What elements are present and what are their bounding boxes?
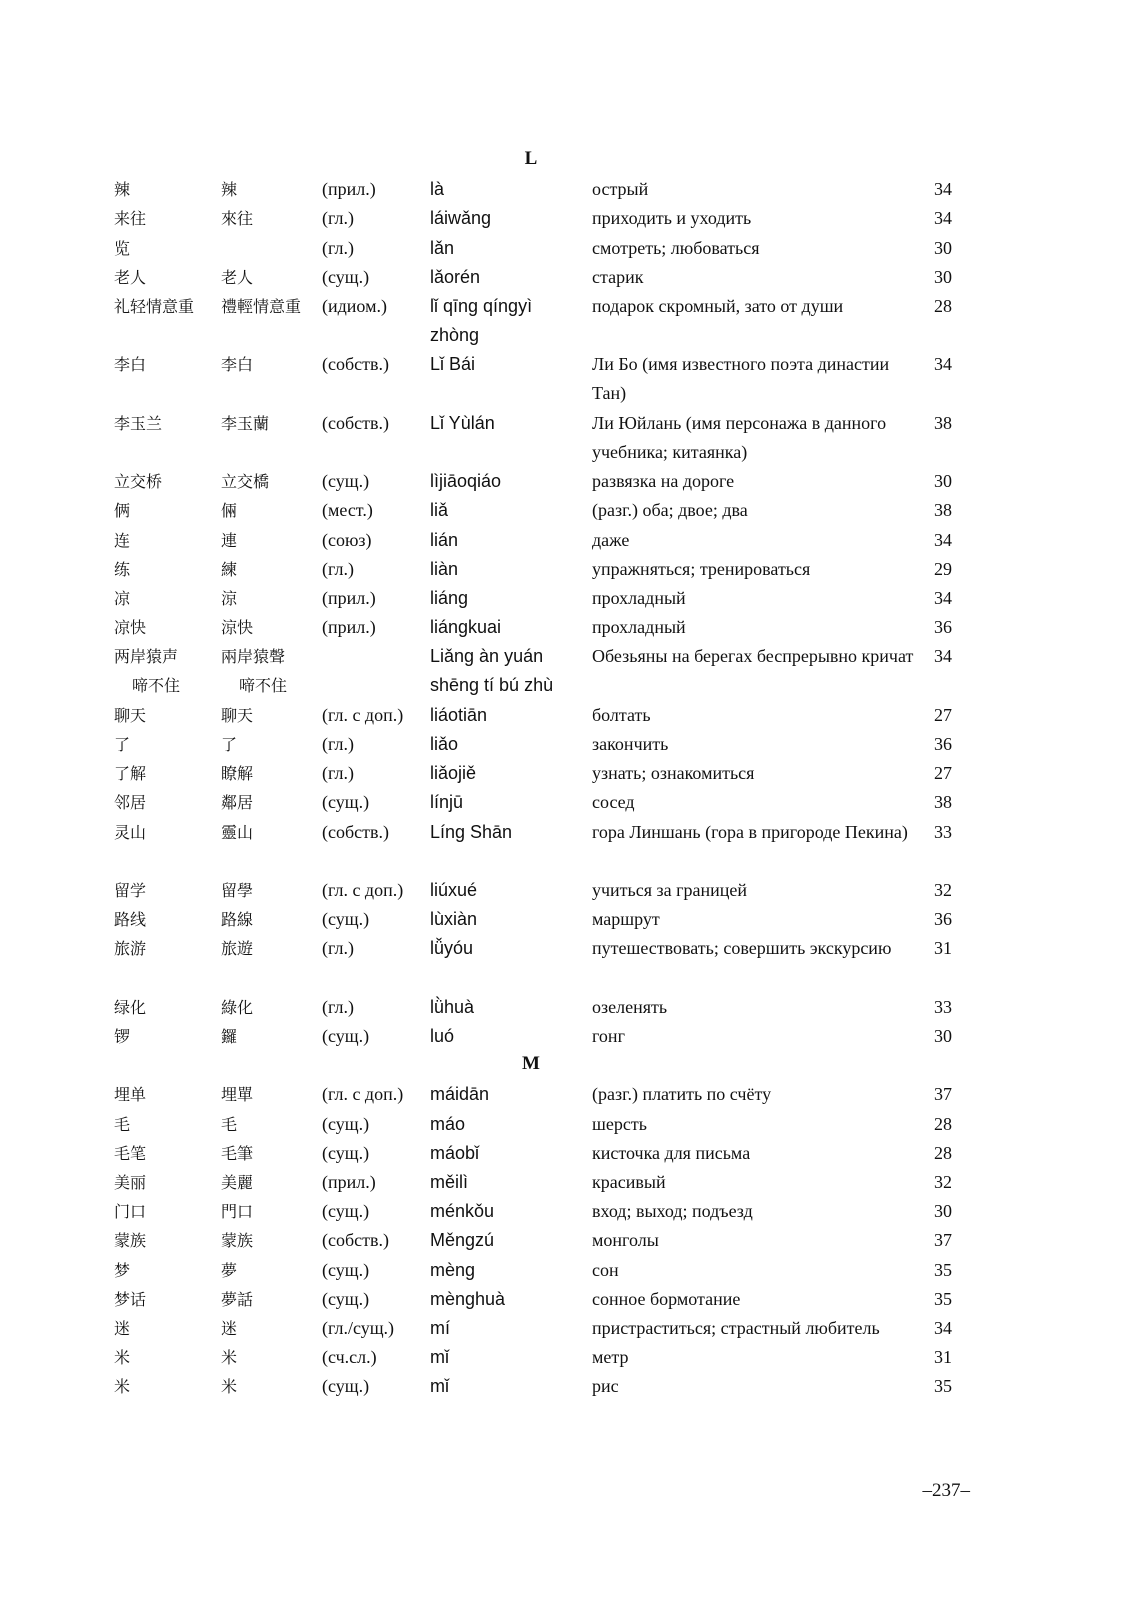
chinese-traditional: 老人 [221,267,254,287]
chinese-simplified: 美丽 [114,1173,147,1192]
russian-translation: учиться за границей [592,880,748,900]
pinyin: liǎo [430,734,459,754]
chinese-simplified: 览 [114,238,131,258]
pinyin: liǎ [430,500,449,521]
russian-translation: упражняться; тренироваться [592,558,811,579]
chinese-traditional: 涼 [221,589,238,608]
lesson-number: 34 [934,354,952,375]
chinese-traditional: 來往 [221,209,254,229]
pinyin: mí [430,1318,450,1338]
russian-translation: сон [592,1259,619,1280]
part-of-speech: (собств.) [322,821,389,842]
chinese-simplified: 立交桥 [114,472,163,492]
lesson-number: 31 [934,1347,952,1368]
lesson-number: 38 [934,792,952,813]
russian-translation: старик [592,266,644,287]
chinese-traditional: 辣 [221,180,238,200]
russian-translation: пристраститься; страстный любитель [592,1318,880,1338]
russian-translation: (разг.) оба; двое; два [592,500,748,521]
lesson-number: 30 [934,266,952,287]
lesson-number: 35 [934,1376,952,1397]
chinese-traditional: 米 [221,1377,238,1397]
pinyin: lǐ qīng qíngyì zhòng [430,296,533,345]
lesson-number: 33 [934,821,952,842]
pinyin: liàn [430,558,459,579]
chinese-simplified: 凉 [114,589,131,608]
russian-translation: приходить и уходить [592,208,752,229]
pinyin: měilì [430,1172,469,1192]
russian-translation: маршрут [592,909,660,930]
pinyin: lìjiāoqiáo [430,471,502,492]
chinese-traditional: 美麗 [221,1173,254,1192]
pinyin: mèng [430,1259,476,1280]
part-of-speech: (сущ.) [322,1288,370,1309]
chinese-simplified: 两岸猿声 啼不住 [114,647,181,696]
chinese-traditional: 李玉蘭 [221,413,270,433]
part-of-speech: (сущ.) [322,1201,370,1222]
page-number: –237– [922,1480,970,1501]
part-of-speech: (сущ.) [322,1259,370,1280]
chinese-simplified: 来往 [114,209,147,229]
chinese-simplified: 李白 [114,355,147,375]
chinese-simplified: 梦话 [114,1289,147,1309]
chinese-traditional: 聊天 [221,705,254,725]
chinese-simplified: 连 [114,530,131,550]
chinese-traditional: 綠化 [221,997,254,1017]
pinyin: liáng [430,588,469,608]
part-of-speech: (прил.) [322,617,376,638]
part-of-speech: (собств.) [322,412,389,433]
russian-translation: развязка на дороге [592,471,735,492]
lesson-number: 30 [934,1026,952,1046]
pinyin: lǚyóu [430,938,474,959]
part-of-speech: (сущ.) [322,471,370,492]
russian-translation: метр [592,1347,629,1368]
lesson-number: 32 [934,880,952,900]
pinyin: liúxué [430,880,478,900]
lesson-number: 37 [934,1230,952,1251]
russian-translation: сонное бормотание [592,1288,741,1309]
chinese-simplified: 留学 [114,881,147,900]
russian-translation: озеленять [592,996,668,1017]
pinyin: lùxiàn [430,909,478,930]
part-of-speech: (мест.) [322,500,373,521]
chinese-simplified: 灵山 [114,822,147,842]
lesson-number: 30 [934,471,952,492]
lesson-number: 37 [934,1084,952,1105]
lesson-number: 34 [934,1318,952,1338]
lesson-number: 36 [934,909,952,930]
lesson-number: 36 [934,617,952,638]
pinyin: Líng Shān [430,821,513,842]
russian-translation: красивый [592,1172,666,1192]
lesson-number: 34 [934,588,952,608]
part-of-speech: (прил.) [322,588,376,608]
pinyin: ménkǒu [430,1201,495,1222]
pinyin: máobǐ [430,1142,480,1163]
chinese-traditional: 路線 [221,910,254,930]
lesson-number: 28 [934,1113,952,1134]
lesson-number: 29 [934,558,952,579]
russian-translation: подарок скромный, зато от души [592,296,844,316]
lesson-number: 38 [934,500,952,521]
chinese-simplified: 埋单 [114,1085,147,1105]
part-of-speech: (прил.) [322,179,376,200]
chinese-traditional: 門口 [221,1202,254,1222]
pinyin: lǎn [430,237,455,258]
chinese-simplified: 毛 [114,1114,131,1134]
chinese-traditional: 倆 [221,501,238,521]
russian-translation: Ли Юйлань (имя персонажа в данного учебника; китаянка) [592,412,887,462]
part-of-speech: (сущ.) [322,266,370,287]
lesson-number: 27 [934,704,952,725]
chinese-simplified: 蒙族 [114,1231,147,1251]
part-of-speech: (гл.) [322,938,354,959]
chinese-simplified: 米 [114,1348,131,1368]
russian-translation: сосед [592,792,635,813]
chinese-traditional: 練 [221,559,238,579]
chinese-traditional: 立交橋 [221,472,270,492]
pinyin: luó [430,1026,455,1046]
chinese-simplified: 礼轻情意重 [114,297,195,316]
russian-translation: вход; выход; подъезд [592,1201,753,1222]
chinese-simplified: 门口 [114,1202,147,1222]
part-of-speech: (гл.) [322,996,354,1017]
russian-translation: смотреть; любоваться [592,237,760,258]
chinese-traditional: 毛 [221,1114,238,1134]
russian-translation: рис [592,1376,619,1397]
chinese-traditional: 李白 [221,355,254,375]
lesson-number: 30 [934,237,952,258]
chinese-simplified: 迷 [114,1319,131,1338]
russian-translation: закончить [592,734,669,754]
chinese-simplified: 凉快 [114,618,147,638]
russian-translation: Ли Бо (имя известного поэта династии Тан) [592,354,890,404]
russian-translation: путешествовать; совершить экскурсию [592,938,892,959]
lesson-number: 30 [934,1201,952,1222]
chinese-simplified: 老人 [114,267,147,287]
chinese-simplified: 绿化 [114,997,147,1017]
lesson-number: 32 [934,1172,952,1192]
chinese-simplified: 聊天 [114,705,147,725]
part-of-speech: (союз) [322,529,372,550]
chinese-simplified: 锣 [114,1027,131,1046]
lesson-number: 34 [934,529,952,550]
chinese-traditional: 蒙族 [221,1231,254,1251]
part-of-speech: (гл.) [322,734,354,754]
pinyin: liáotiān [430,704,488,725]
russian-translation: шерсть [592,1113,647,1134]
chinese-traditional: 禮輕情意重 [221,297,302,316]
part-of-speech: (идиом.) [322,296,387,316]
pinyin: mènghuà [430,1288,506,1309]
part-of-speech: (сущ.) [322,792,370,813]
pinyin: lǎorén [430,266,481,287]
chinese-traditional: 夢 [221,1260,238,1280]
part-of-speech: (собств.) [322,354,389,375]
chinese-traditional: 連 [221,530,238,550]
pinyin: Měngzú [430,1230,495,1251]
part-of-speech: (прил.) [322,1172,376,1192]
part-of-speech: (сущ.) [322,1376,370,1397]
chinese-traditional: 兩岸猿聲 啼不住 [221,647,288,696]
pinyin: Liǎng àn yuán shēng tí bú zhù [430,646,554,696]
lesson-number: 34 [934,646,952,667]
pinyin: línjū [430,792,464,813]
russian-translation: прохладный [592,588,686,608]
part-of-speech: (гл. с доп.) [322,704,404,725]
chinese-traditional: 米 [221,1348,238,1368]
lesson-number: 35 [934,1288,952,1309]
russian-translation: гонг [592,1026,625,1046]
pinyin: mǐ [430,1347,449,1368]
pinyin: là [430,179,445,200]
part-of-speech: (гл.) [322,237,354,258]
chinese-traditional: 鑼 [221,1027,238,1046]
chinese-traditional: 旅遊 [221,939,254,959]
chinese-traditional: 留學 [221,881,254,900]
chinese-simplified: 了 [114,735,131,754]
chinese-traditional: 迷 [221,1319,238,1338]
russian-translation: даже [592,529,630,550]
russian-translation: прохладный [592,617,686,638]
chinese-traditional: 埋單 [221,1085,254,1105]
chinese-simplified: 俩 [114,501,131,521]
chinese-traditional: 毛筆 [221,1143,254,1163]
chinese-traditional: 夢話 [221,1289,254,1309]
part-of-speech: (сущ.) [322,1113,370,1134]
pinyin: máidān [430,1084,490,1105]
russian-translation: кисточка для письма [592,1142,751,1163]
pinyin: mǐ [430,1376,449,1397]
lesson-number: 33 [934,996,952,1017]
pinyin: lián [430,529,459,550]
chinese-simplified: 梦 [114,1260,131,1280]
russian-translation: Обезьяны на берегах беспрерывно кричат [592,646,914,667]
russian-translation: монголы [592,1230,659,1251]
russian-translation: (разг.) платить по счёту [592,1084,772,1105]
part-of-speech: (сущ.) [322,909,370,930]
chinese-traditional: 鄰居 [221,793,254,813]
lesson-number: 34 [934,179,952,200]
chinese-simplified: 米 [114,1377,131,1397]
pinyin: Lǐ Bái [430,354,476,375]
pinyin: lǜhuà [430,996,475,1017]
chinese-simplified: 邻居 [114,793,147,813]
part-of-speech: (сущ.) [322,1026,370,1046]
lesson-number: 28 [934,1142,952,1163]
pinyin: máo [430,1113,466,1134]
chinese-traditional: 靈山 [221,822,254,842]
lesson-number: 28 [934,296,952,316]
russian-translation: болтать [592,704,651,725]
part-of-speech: (гл. с доп.) [322,880,404,900]
russian-translation: гора Линшань (гора в пригороде Пекина) [592,821,908,842]
chinese-simplified: 了解 [114,764,147,784]
chinese-traditional: 了 [221,735,238,754]
chinese-simplified: 毛笔 [114,1143,147,1163]
lesson-number: 36 [934,734,952,754]
russian-translation: острый [592,179,649,200]
part-of-speech: (сч.сл.) [322,1347,377,1368]
lesson-number: 38 [934,412,952,433]
part-of-speech: (сущ.) [322,1142,370,1163]
lesson-number: 35 [934,1259,952,1280]
section-letter: L [524,148,538,169]
section-letter: M [522,1053,540,1075]
pinyin: liángkuai [430,617,502,638]
pinyin: láiwǎng [430,208,492,229]
lesson-number: 27 [934,763,952,784]
lesson-number: 31 [934,938,952,959]
part-of-speech: (гл.) [322,558,354,579]
part-of-speech: (гл./сущ.) [322,1318,395,1338]
chinese-simplified: 路线 [114,910,147,930]
part-of-speech: (собств.) [322,1230,389,1251]
part-of-speech: (гл.) [322,208,354,229]
chinese-simplified: 李玉兰 [114,413,163,433]
part-of-speech: (гл. с доп.) [322,1084,404,1105]
chinese-simplified: 辣 [114,180,131,200]
chinese-traditional: 瞭解 [221,764,254,784]
lesson-number: 34 [934,208,952,229]
pinyin: liǎojiě [430,763,477,784]
chinese-traditional: 涼快 [221,618,254,638]
chinese-simplified: 旅游 [114,939,147,959]
chinese-simplified: 练 [114,559,131,579]
pinyin: Lǐ Yùlán [430,412,495,433]
part-of-speech: (гл.) [322,763,354,784]
russian-translation: узнать; ознакомиться [592,763,755,784]
